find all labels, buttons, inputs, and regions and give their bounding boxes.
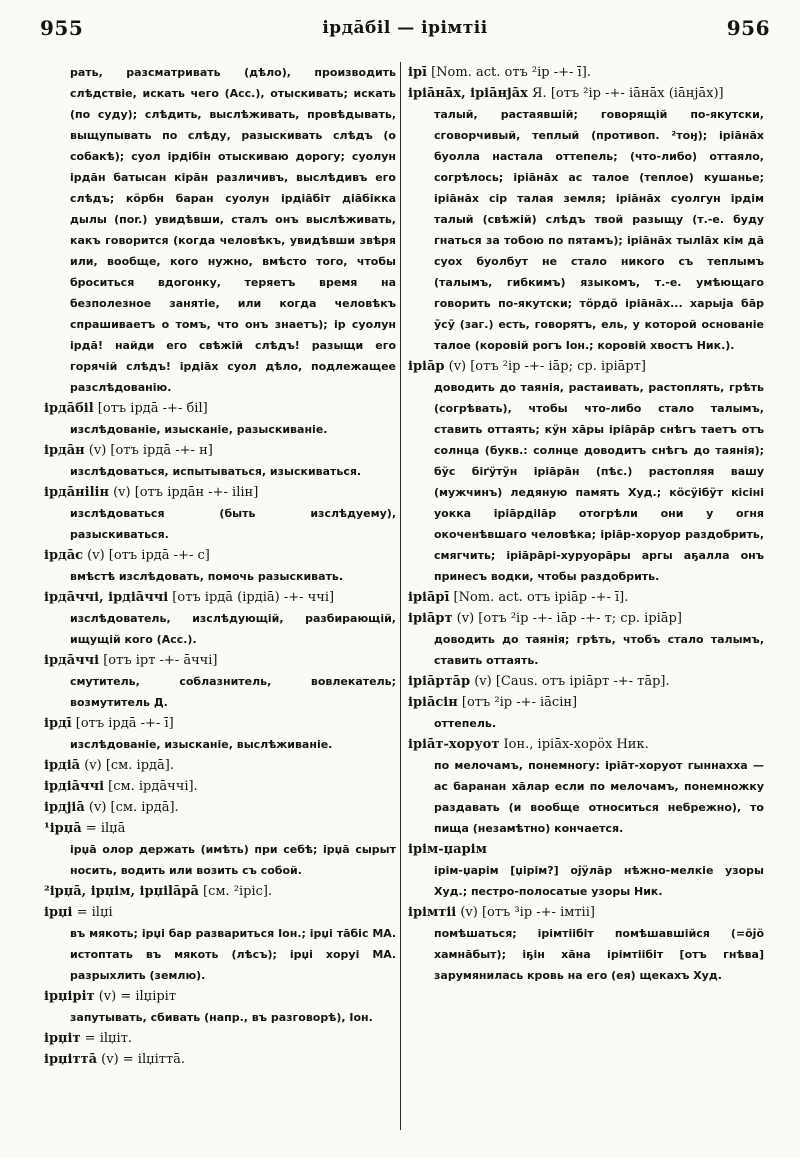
left-column bbox=[44, 62, 396, 1070]
page-number-left: 955 bbox=[40, 16, 84, 40]
dictionary-headword-line bbox=[408, 587, 764, 608]
headword: ірџірiт bbox=[44, 989, 95, 1004]
headword: ірдāччі bbox=[44, 653, 100, 668]
headword: ірімтіі bbox=[408, 905, 457, 920]
headword-etymology: [отъ ²ір -+- іāсін] bbox=[457, 695, 578, 710]
headword: ірџі bbox=[44, 905, 73, 920]
dictionary-headword-line bbox=[44, 818, 396, 839]
headword-etymology: (v) = ilџіттā. bbox=[97, 1052, 186, 1067]
definition: доводить до таянія, растаивать, растоплять, грѣть (согрѣвать), чтобы что-либо стало талымъ, ставить оттаять; кӱн хāры іріāрāр снѣгъ таетъ отъ солнца (букв.: солнце доводитъ снѣгъ до таянія); бӱс біґӱтӱн іріāрāн (пѣс.) растопляя вашу (мужчинъ) ледяную память Худ.; кӧсӱібӱт кісіні уокка іріāрдіlāр отогрѣли они у огня окоченѣвшаго человѣка; іріāр-хоруор раздобрить, смягчить; іріāрāрі-хуруорāры аргы аҕалла онъ принесъ водки, чтобы раздобрить. bbox=[434, 381, 764, 583]
headword-etymology: [отъ ірдā -+- ī] bbox=[71, 716, 174, 731]
headword: ірдāччі, ірдіāччі bbox=[44, 590, 169, 605]
dictionary-headword-line bbox=[44, 776, 396, 797]
definition: помѣшаться; ірімтіібіт помѣшавшійся (=ӧјӧ хамнāбыт); іҕін хāна ірімтіібіт [отъ гнѣва] зарумянилась кровь на его (ея) щекахъ Худ. bbox=[434, 927, 764, 982]
headword-etymology: (v) [отъ ірдā -+- н] bbox=[84, 443, 213, 458]
definition: доводить до таянія; грѣть, чтобъ стало талымъ, ставить оттаять. bbox=[434, 633, 764, 667]
headword-etymology: (v) [см. ірдā]. bbox=[84, 800, 179, 815]
headword-etymology: (v) [см. ірдā]. bbox=[80, 758, 174, 773]
continued-definition: рать, разсматривать (дѣло), производить слѣдствіе, искать чего (Acc.), отыскивать; искать (по суду); слѣдить, выслѣживать, провѣдывать, выщупывать по слѣду, разыскивать слѣдъ (о собакѣ); суол ірдібін отыскиваю дорогу; суолун ірдāн батысан кірāн различивъ, выслѣдивъ его слѣдъ; кӧрбн баран суолун ірдіāбіт дiāбікка дылы (поr.) увидѣвши, сталъ онъ выслѣживать, какъ говорится (когда человѣкъ, увидѣвши звѣря или, вообще, кого нужно, вмѣсто того, чтобы броситься вдогонку, теряетъ время на безполезное занятіе, или когда человѣкъ спрашиваетъ о томъ, что онъ знаетъ); ір суолун ірдā! найди его свѣжій слѣдъ! разыщи его горячій слѣдъ! ірдіāх суол дѣло, подлежащее разслѣдованію. bbox=[70, 66, 396, 394]
page-number-right: 956 bbox=[726, 16, 770, 40]
headword: ірдī bbox=[44, 716, 72, 731]
headword: ірдіā bbox=[44, 758, 81, 773]
definition: ірџā олор держать (имѣть) при себѣ; ірџā сырыт носить, водить или возить съ собой. bbox=[70, 843, 396, 877]
dictionary-headword-line bbox=[408, 692, 764, 713]
headword: ірім-џарім bbox=[408, 842, 487, 857]
dictionary-headword-line bbox=[408, 902, 764, 923]
column-divider bbox=[400, 62, 401, 1130]
headword: ²ірџā, ірџім, ірџіlāрā bbox=[44, 884, 199, 899]
definition: изслѣдоваться, испытываться, изыскиваться. bbox=[70, 465, 362, 478]
definition: въ мякоть; ірџі бар развариться Іон.; ірџі тāбіс МА. истоптать въ мякоть (лѣсъ); ірџі хоруі МА. разрыхлить (землю). bbox=[70, 927, 396, 982]
headword: ¹ірџā bbox=[44, 821, 82, 836]
right-column bbox=[408, 62, 764, 986]
definition: изслѣдованіе, изысканіе, выслѣживаніе. bbox=[70, 738, 333, 751]
headword-etymology: [Nom. act. отъ іріāр -+- ī]. bbox=[449, 590, 629, 605]
page-header bbox=[40, 14, 770, 44]
headword-etymology: = ilџіт. bbox=[80, 1031, 133, 1046]
headword-etymology: [отъ ірдā (ірдіā) -+- ччі] bbox=[168, 590, 335, 605]
headword-etymology: (v) = ilџірiт bbox=[94, 989, 177, 1004]
definition: ірім-џарім [џірім?] ојӱлāр нѣжно-мелкіе узоры Худ.; пестро-полосатые узоры Ник. bbox=[434, 864, 764, 898]
headword-etymology: [Nom. act. отъ ²ір -+- ī]. bbox=[426, 65, 591, 80]
headword: іріāт-хоруот bbox=[408, 737, 500, 752]
headword-etymology: (v) [Caus. отъ іріāрт -+- тāр]. bbox=[470, 674, 670, 689]
headword-etymology: = ilџі bbox=[72, 905, 113, 920]
definition: оттепель. bbox=[434, 717, 497, 730]
headword-etymology: (v) [отъ ³ір -+- імтіі] bbox=[456, 905, 595, 920]
headword-etymology: [отъ ірдā -+- біl] bbox=[93, 401, 208, 416]
headword-etymology: (v) [отъ ²ір -+- іāр -+- т; ср. іріāр] bbox=[452, 611, 682, 626]
dictionary-headword-line bbox=[408, 671, 764, 692]
headword: іріāнāх, іріāнјāх bbox=[408, 86, 528, 101]
headword: іріāр bbox=[408, 359, 445, 374]
dictionary-headword-line bbox=[44, 440, 396, 461]
definition: изслѣдованіе, изысканіе, разыскиваніе. bbox=[70, 423, 328, 436]
dictionary-headword-line bbox=[408, 83, 764, 104]
dictionary-headword-line bbox=[44, 482, 396, 503]
headword-etymology: (v) [отъ ірдāн -+- ilін] bbox=[108, 485, 259, 500]
headword: іріāрī bbox=[408, 590, 450, 605]
dictionary-headword-line bbox=[408, 356, 764, 377]
definition: талый, растаявшій; говорящій по-якутски, сговорчивый, теплый (противоп. ²тоӈ); іріāнāх буолла настала оттепель; (что-либо) оттаяло, согрѣлось; іріāнāх ас талое (теплое) кушанье; іріāнāх сір талая земля; іріāнāх суолгун ірдім талый (свѣжій) слѣдъ твой разыщу (т.-е. буду гнаться за тобою по пятамъ); іріāнāх тылlāх кім дā суох буолбут не стало никого съ теплымъ (талымъ, гибкимъ) языкомъ, т.-е. умѣющаго говорить по-якутски; тӧрдӧ іріāнāх... харыја бāр ӯсӯ (заг.) есть, говорятъ, ель, у которой основаніе талое (коровій рогъ Іон.; коровій хвостъ Ник.). bbox=[434, 108, 764, 352]
headword: ірдāнiliн bbox=[44, 485, 109, 500]
headword: іріāрт bbox=[408, 611, 453, 626]
definition: смутитель, соблазнитель, вовлекатель; возмутитель Д. bbox=[70, 675, 396, 709]
headword: ірī bbox=[408, 65, 427, 80]
headword-etymology: Іон., іріāх-хорӧх Ник. bbox=[499, 737, 649, 752]
headword-etymology: (v) [отъ ²ір -+- іāр; ср. іріāрт] bbox=[444, 359, 646, 374]
dictionary-headword-line bbox=[44, 650, 396, 671]
definition: вмѣстѣ изслѣдовать, помочь разыскивать. bbox=[70, 570, 344, 583]
dictionary-headword-line bbox=[408, 608, 764, 629]
dictionary-headword-line bbox=[44, 797, 396, 818]
headword: ірџіттā bbox=[44, 1052, 98, 1067]
dictionary-headword-line bbox=[44, 755, 396, 776]
headword-etymology: Я. [отъ ²ір -+- іāнāх (іāнјāх)] bbox=[527, 86, 724, 101]
headword: ірдјіā bbox=[44, 800, 85, 815]
dictionary-headword-line bbox=[44, 881, 396, 902]
dictionary-headword-line bbox=[44, 545, 396, 566]
headword: іріāртāр bbox=[408, 674, 471, 689]
headword-etymology: (v) [отъ ірдā -+- с] bbox=[83, 548, 210, 563]
headword: ірдіāччі bbox=[44, 779, 105, 794]
dictionary-headword-line bbox=[44, 398, 396, 419]
headword: ірдāс bbox=[44, 548, 84, 563]
running-head: ірдāбіl — ірімтіі bbox=[322, 18, 488, 38]
dictionary-headword-line bbox=[44, 713, 396, 734]
definition: изслѣдователь, изслѣдующій, разбирающій, ищущій кого (Acc.). bbox=[70, 612, 396, 646]
dictionary-headword-line bbox=[44, 902, 396, 923]
headword-etymology: [см. ірдāччі]. bbox=[104, 779, 198, 794]
dictionary-headword-line bbox=[408, 839, 764, 860]
headword-etymology: [отъ ірт -+- āччі] bbox=[99, 653, 218, 668]
definition: по мелочамъ, понемногу: іріāт-хоруот гыннахха — ас баранан хāлар если по мелочамъ, понемножку раздавать (и вообще относиться небрежно), то пища (незамѣтно) кончается. bbox=[434, 759, 764, 835]
headword: ірџіт bbox=[44, 1031, 81, 1046]
headword-etymology: = ilџā bbox=[81, 821, 126, 836]
headword: ірдāн bbox=[44, 443, 85, 458]
dictionary-headword-line bbox=[44, 587, 396, 608]
headword-etymology: [см. ²ірiс]. bbox=[198, 884, 273, 899]
dictionary-headword-line bbox=[44, 1049, 396, 1070]
definition: запутывать, сбивать (напр., въ разговорѣ), Іон. bbox=[70, 1011, 373, 1024]
dictionary-headword-line bbox=[44, 986, 396, 1007]
definition: изслѣдоваться (быть изслѣдуему), разыскиваться. bbox=[70, 507, 396, 541]
headword: іріāсін bbox=[408, 695, 458, 710]
headword: ірдāбіl bbox=[44, 401, 94, 416]
dictionary-headword-line bbox=[408, 62, 764, 83]
dictionary-headword-line bbox=[408, 734, 764, 755]
dictionary-headword-line bbox=[44, 1028, 396, 1049]
